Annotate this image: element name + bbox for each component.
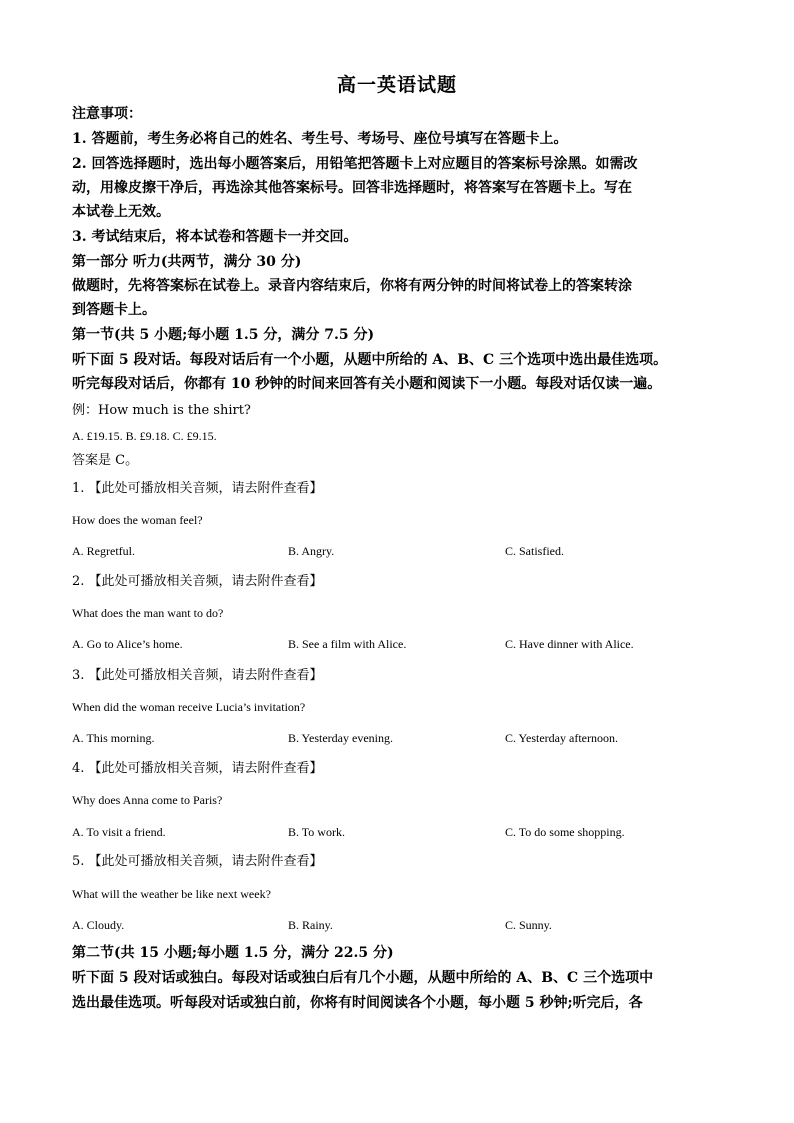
section2-heading: 第二节(共 15 小题;每小题 1.5 分，满分 22.5 分) <box>72 945 394 961</box>
question-4-option-c: C. To do some shopping. <box>505 825 625 839</box>
part1-heading: 第一部分 听力(共两节，满分 30 分) <box>72 254 302 270</box>
section2-intro-line-2: 选出最佳选项。听每段对话或独白前，你将有时间阅读各个小题，每小题 5 秒钟;听完后，各 <box>72 995 643 1011</box>
question-4-option-b: B. To work. <box>288 825 345 839</box>
question-3-audio-label[interactable]: 3. 【此处可播放相关音频，请去附件查看】 <box>72 668 323 683</box>
example-question: 例：How much is the shirt? <box>72 403 251 418</box>
question-4-option-a: A. To visit a friend. <box>72 825 166 839</box>
question-5-option-c: C. Sunny. <box>505 918 552 932</box>
section2-intro-line-1: 听下面 5 段对话或独白。每段对话或独白后有几个小题，从题中所给的 A、B、C 三个选项中 <box>72 970 654 986</box>
question-1-option-a: A. Regretful. <box>72 544 135 558</box>
question-2-option-a: A. Go to Alice’s home. <box>72 637 183 651</box>
example-answer: 答案是 C。 <box>72 453 139 468</box>
section1-intro-line-1: 听下面 5 段对话。每段对话后有一个小题，从题中所给的 A、B、C 三个选项中选出最佳选项。 <box>72 352 668 368</box>
section1-heading: 第一节(共 5 小题;每小题 1.5 分，满分 7.5 分) <box>72 327 375 343</box>
question-3-option-b: B. Yesterday evening. <box>288 731 393 745</box>
question-3-option-c: C. Yesterday afternoon. <box>505 731 618 745</box>
question-3-text: When did the woman receive Lucia’s invitation? <box>72 700 306 714</box>
section1-intro-line-2: 听完每段对话后，你都有 10 秒钟的时间来回答有关小题和阅读下一小题。每段对话仅读一遍。 <box>72 376 662 392</box>
question-5-option-a: A. Cloudy. <box>72 918 125 932</box>
note-item-2-line-1: 2. 回答选择题时，选出每小题答案后，用铅笔把答题卡上对应题目的答案标号涂黑。如需改 <box>72 156 638 172</box>
question-2-audio-label[interactable]: 2. 【此处可播放相关音频，请去附件查看】 <box>72 574 323 589</box>
part1-intro-line-1: 做题时，先将答案标在试卷上。录音内容结束后，你将有两分钟的时间将试卷上的答案转涂 <box>72 278 632 294</box>
notes-heading: 注意事项： <box>72 106 142 122</box>
question-5-option-b: B. Rainy. <box>288 918 333 932</box>
question-2-text: What does the man want to do? <box>72 606 224 620</box>
note-item-3: 3. 考试结束后，将本试卷和答题卡一并交回。 <box>72 229 358 245</box>
page-title: 高一英语试题 <box>336 74 457 96</box>
note-item-1: 1. 答题前，考生务必将自己的姓名、考生号、考场号、座位号填写在答题卡上。 <box>72 131 568 147</box>
question-4-audio-label[interactable]: 4. 【此处可播放相关音频，请去附件查看】 <box>72 761 323 776</box>
question-5-audio-label[interactable]: 5. 【此处可播放相关音频，请去附件查看】 <box>72 854 323 869</box>
question-1-text: How does the woman feel? <box>72 513 203 527</box>
question-3-option-a: A. This morning. <box>72 731 155 745</box>
part1-intro-line-2: 到答题卡上。 <box>72 302 156 318</box>
question-2-option-c: C. Have dinner with Alice. <box>505 637 634 651</box>
question-2-option-b: B. See a film with Alice. <box>288 637 407 651</box>
question-1-option-c: C. Satisfied. <box>505 544 564 558</box>
question-1-audio-label[interactable]: 1. 【此处可播放相关音频，请去附件查看】 <box>72 481 323 496</box>
question-4-text: Why does Anna come to Paris? <box>72 793 223 807</box>
question-1-option-b: B. Angry. <box>288 544 335 558</box>
note-item-2-line-3: 本试卷上无效。 <box>72 204 170 220</box>
example-options: A. £19.15. B. £9.18. C. £9.15. <box>72 429 217 443</box>
question-5-text: What will the weather be like next week? <box>72 887 271 901</box>
note-item-2-line-2: 动，用橡皮擦干净后，再选涂其他答案标号。回答非选择题时，将答案写在答题卡上。写在 <box>72 180 632 196</box>
